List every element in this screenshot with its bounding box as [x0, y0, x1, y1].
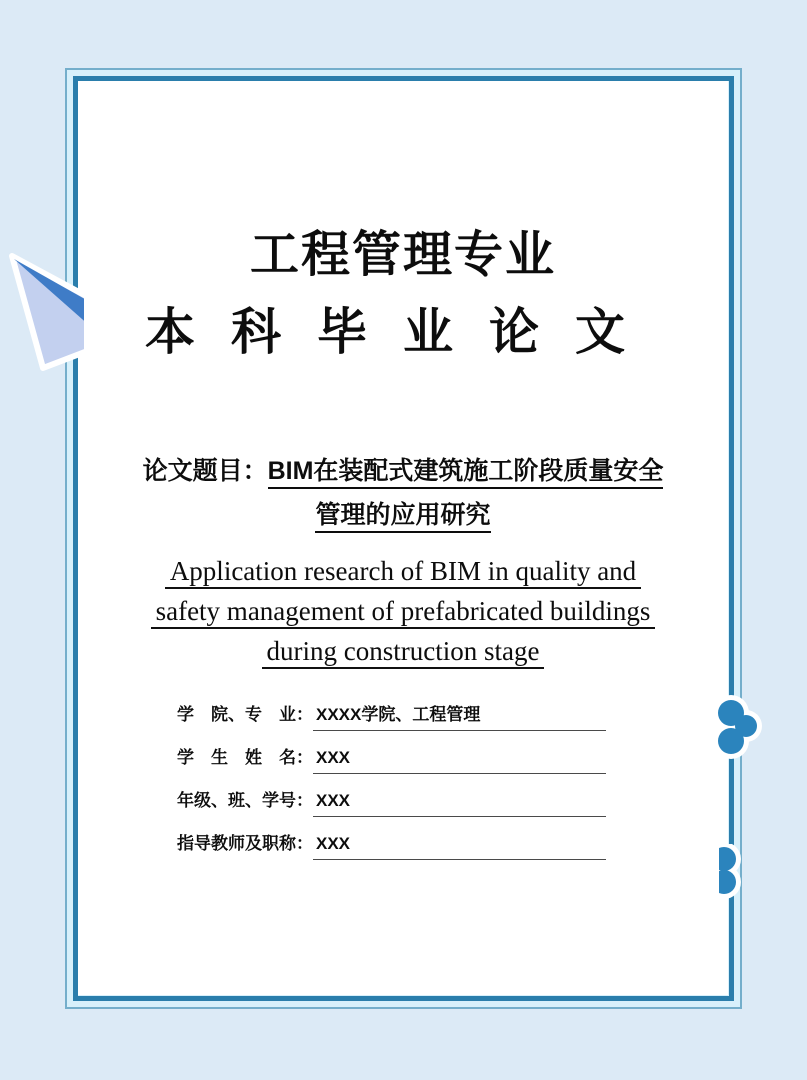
clover-flower-small-icon	[719, 844, 747, 906]
thesis-title-cn-text1: BIM在装配式建筑施工阶段质量安全	[268, 457, 664, 489]
student-name-value: XXX	[313, 744, 606, 774]
thesis-type-title: 本科毕业论文	[145, 304, 661, 360]
student-name-label: 学 生 姓 名：	[177, 748, 313, 767]
thesis-title-label: 论文题目：	[142, 457, 268, 485]
grade-class-id-value: XXX	[313, 787, 606, 817]
thesis-title-en-line1: Application research of BIM in quality and	[78, 551, 728, 591]
thesis-title-en-line3: during construction stage	[78, 631, 728, 671]
advisor-label: 指导教师及职称：	[177, 834, 313, 853]
paper-plane-icon	[8, 246, 84, 374]
clover-flower-icon	[712, 693, 768, 771]
thesis-title-en-line2: safety management of prefabricated buildings	[78, 591, 728, 631]
thesis-title-en	[78, 551, 728, 671]
college-major-label: 学 院、专 业：	[177, 705, 313, 724]
grade-class-id-label: 年级、班、学号：	[177, 791, 313, 810]
form-row-grade-class-id	[177, 787, 728, 817]
thesis-title-cn-line1	[78, 449, 728, 493]
form-row-student-name	[177, 744, 728, 774]
thesis-title-cn	[78, 449, 728, 537]
thesis-title-cn-text2: 管理的应用研究	[315, 501, 490, 533]
thesis-title-cn-line2	[78, 493, 728, 537]
form-row-advisor	[177, 830, 728, 860]
thesis-cover-page	[78, 81, 728, 995]
college-major-value: XXXX学院、工程管理	[313, 701, 606, 731]
form-row-college-major	[177, 701, 728, 731]
program-title: 工程管理专业	[249, 228, 556, 282]
advisor-value: XXX	[313, 830, 606, 860]
info-form	[78, 701, 728, 860]
